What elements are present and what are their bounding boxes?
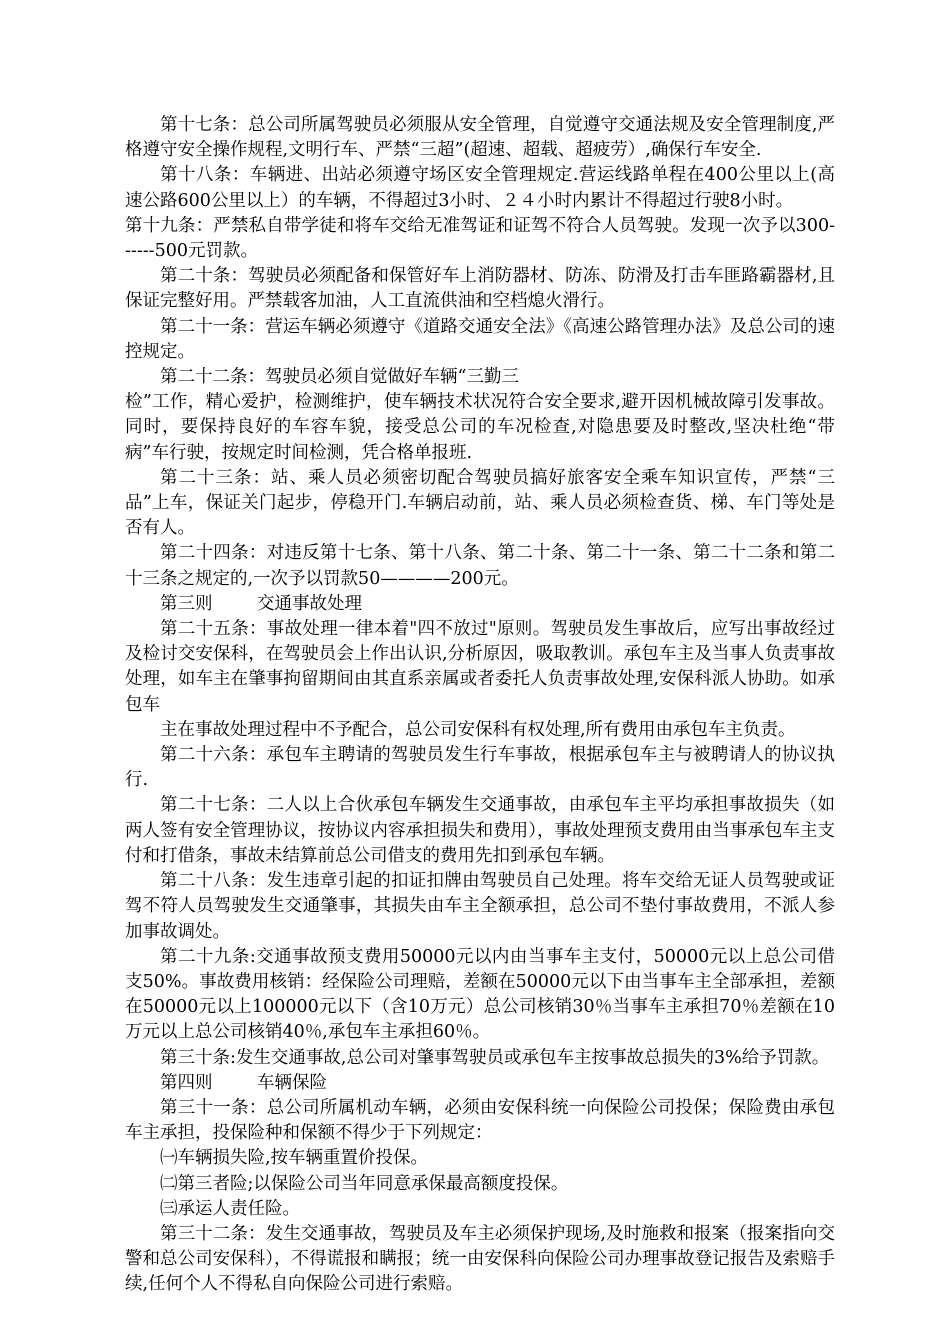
paragraph-article-22-cont: 检”工作，精心爱护，检测维护，使车辆技术状况符合安全要求,避开因机械故障引发事故。同时，要保持良好的车容车貌，接受总公司的车况检查,对隐患要及时整改,坚决杜绝“带病”车行驶，按规定时间检测，凭合格单报班.: [125, 392, 835, 463]
list-item-insurance-1: ㈠车辆损失险,按车辆重置价投保。: [160, 1148, 429, 1169]
paragraph-article-28: 第二十八条：发生违章引起的扣证扣牌由驾驶员自己处理。将车交给无证人员驾驶或证驾不符人员驾驶发生交通肇事，其损失由车主全额承担，总公司不垫付事故费用，不派人参加事故调处。: [125, 871, 835, 942]
section-heading-4: 第四则 车辆保险: [160, 1072, 328, 1093]
list-item-insurance-3: ㈢承运人责任险。: [160, 1198, 300, 1219]
paragraph-article-17: 第十七条：总公司所属驾驶员必须服从安全管理，自觉遵守交通法规及安全管理制度,严格遵守安全操作规程,文明行车、严禁“三超”(超速、超载、超疲劳）,确保行车安全.: [125, 115, 835, 161]
paragraph-article-25-cont: 主在事故处理过程中不予配合，总公司安保科有权处理,所有费用由承包车主负责。: [160, 719, 796, 740]
list-item-insurance-2: ㈡第三者险;以保险公司当年同意承保最高额度投保。: [160, 1173, 569, 1194]
section-heading-3: 第三则 交通事故处理: [160, 593, 363, 614]
paragraph-article-30: 第三十条:发生交通事故,总公司对肇事驾驶员或承包车主按事故总损失的3%给予罚款。: [160, 1047, 830, 1068]
paragraph-article-19: 第十九条：严禁私自带学徒和将车交给无准驾证和证驾不符合人员驾驶。发现一次予以300------500元罚款。: [125, 215, 835, 262]
paragraph-article-32: 第三十二条：发生交通事故，驾驶员及车主必须保护现场,及时施救和报案（报案指向交警和总公司安保科），不得谎报和瞒报；统一由安保科向保险公司办理事故登记报告及索赔手续,任何个人不得私自向保险公司进行索赔。: [125, 1223, 835, 1295]
paragraph-article-21: 第二十一条：营运车辆必须遵守《道路交通安全法》《高速公路管理办法》及总公司的速控规定。: [125, 316, 835, 362]
paragraph-article-26: 第二十六条：承包车主聘请的驾驶员发生行车事故，根据承包车主与被聘请人的协议执行.: [125, 745, 835, 791]
paragraph-article-29: 第二十九条:交通事故预支费用50000元以内由当事车主支付，50000元以上总公司借支50%。事故费用核销：经保险公司理赔，差额在50000元以下由当事车主全部承担，差额在50000元以上100000元以下（含10万元）总公司核销30％当事车主承担70％差额在10万元以上总公司核销40％,承包车主承担60％。: [125, 946, 835, 1043]
paragraph-article-27: 第二十七条：二人以上合伙承包车辆发生交通事故，由承包车主平均承担事故损失（如两人签有安全管理协议，按协议内容承担损失和费用），事故处理预支费用由当事承包车主支付和打借条，事故未结算前总公司借支的费用先扣到承包车辆。: [125, 795, 835, 866]
paragraph-article-18: 第十八条：车辆进、出站必须遵守场区安全管理规定.营运线路单程在400公里以上(高速公路600公里以上）的车辆，不得超过3小时、２４小时内累计不得超过行驶8小时。: [125, 165, 835, 211]
paragraph-article-20: 第二十条：驾驶员必须配备和保管好车上消防器材、防冻、防滑及打击车匪路霸器材,且保证完整好用。严禁载客加油，人工直流供油和空档熄火滑行。: [125, 266, 835, 312]
paragraph-article-23: 第二十三条：站、乘人员必须密切配合驾驶员搞好旅客安全乘车知识宣传，严禁“三品”上车，保证关门起步，停稳开门.车辆启动前，站、乘人员必须检查货、梯、车门等处是否有人。: [125, 467, 835, 539]
paragraph-article-31: 第三十一条：总公司所属机动车辆，必须由安保科统一向保险公司投保；保险费由承包车主承担，投保险种和保额不得少于下列规定：: [125, 1097, 835, 1144]
document-body: [125, 113, 835, 1298]
paragraph-article-25: 第二十五条：事故处理一律本着"四不放过"原则。驾驶员发生事故后，应写出事故经过及检讨交安保科，在驾驶员会上作出认识,分析原因，吸取教训。承包车主及当事人负责事故处理，如车主在肇事拘留期间由其直系亲属或者委托人负责事故处理,安保科派人协助。如承包车: [125, 619, 835, 715]
paragraph-article-24: 第二十四条：对违反第十七条、第十八条、第二十条、第二十一条、第二十二条和第二十三条之规定的,一次予以罚款50————200元。: [125, 543, 835, 589]
paragraph-article-22-start: 第二十二条：驾驶员必须自觉做好车辆“三勤三: [160, 367, 519, 388]
